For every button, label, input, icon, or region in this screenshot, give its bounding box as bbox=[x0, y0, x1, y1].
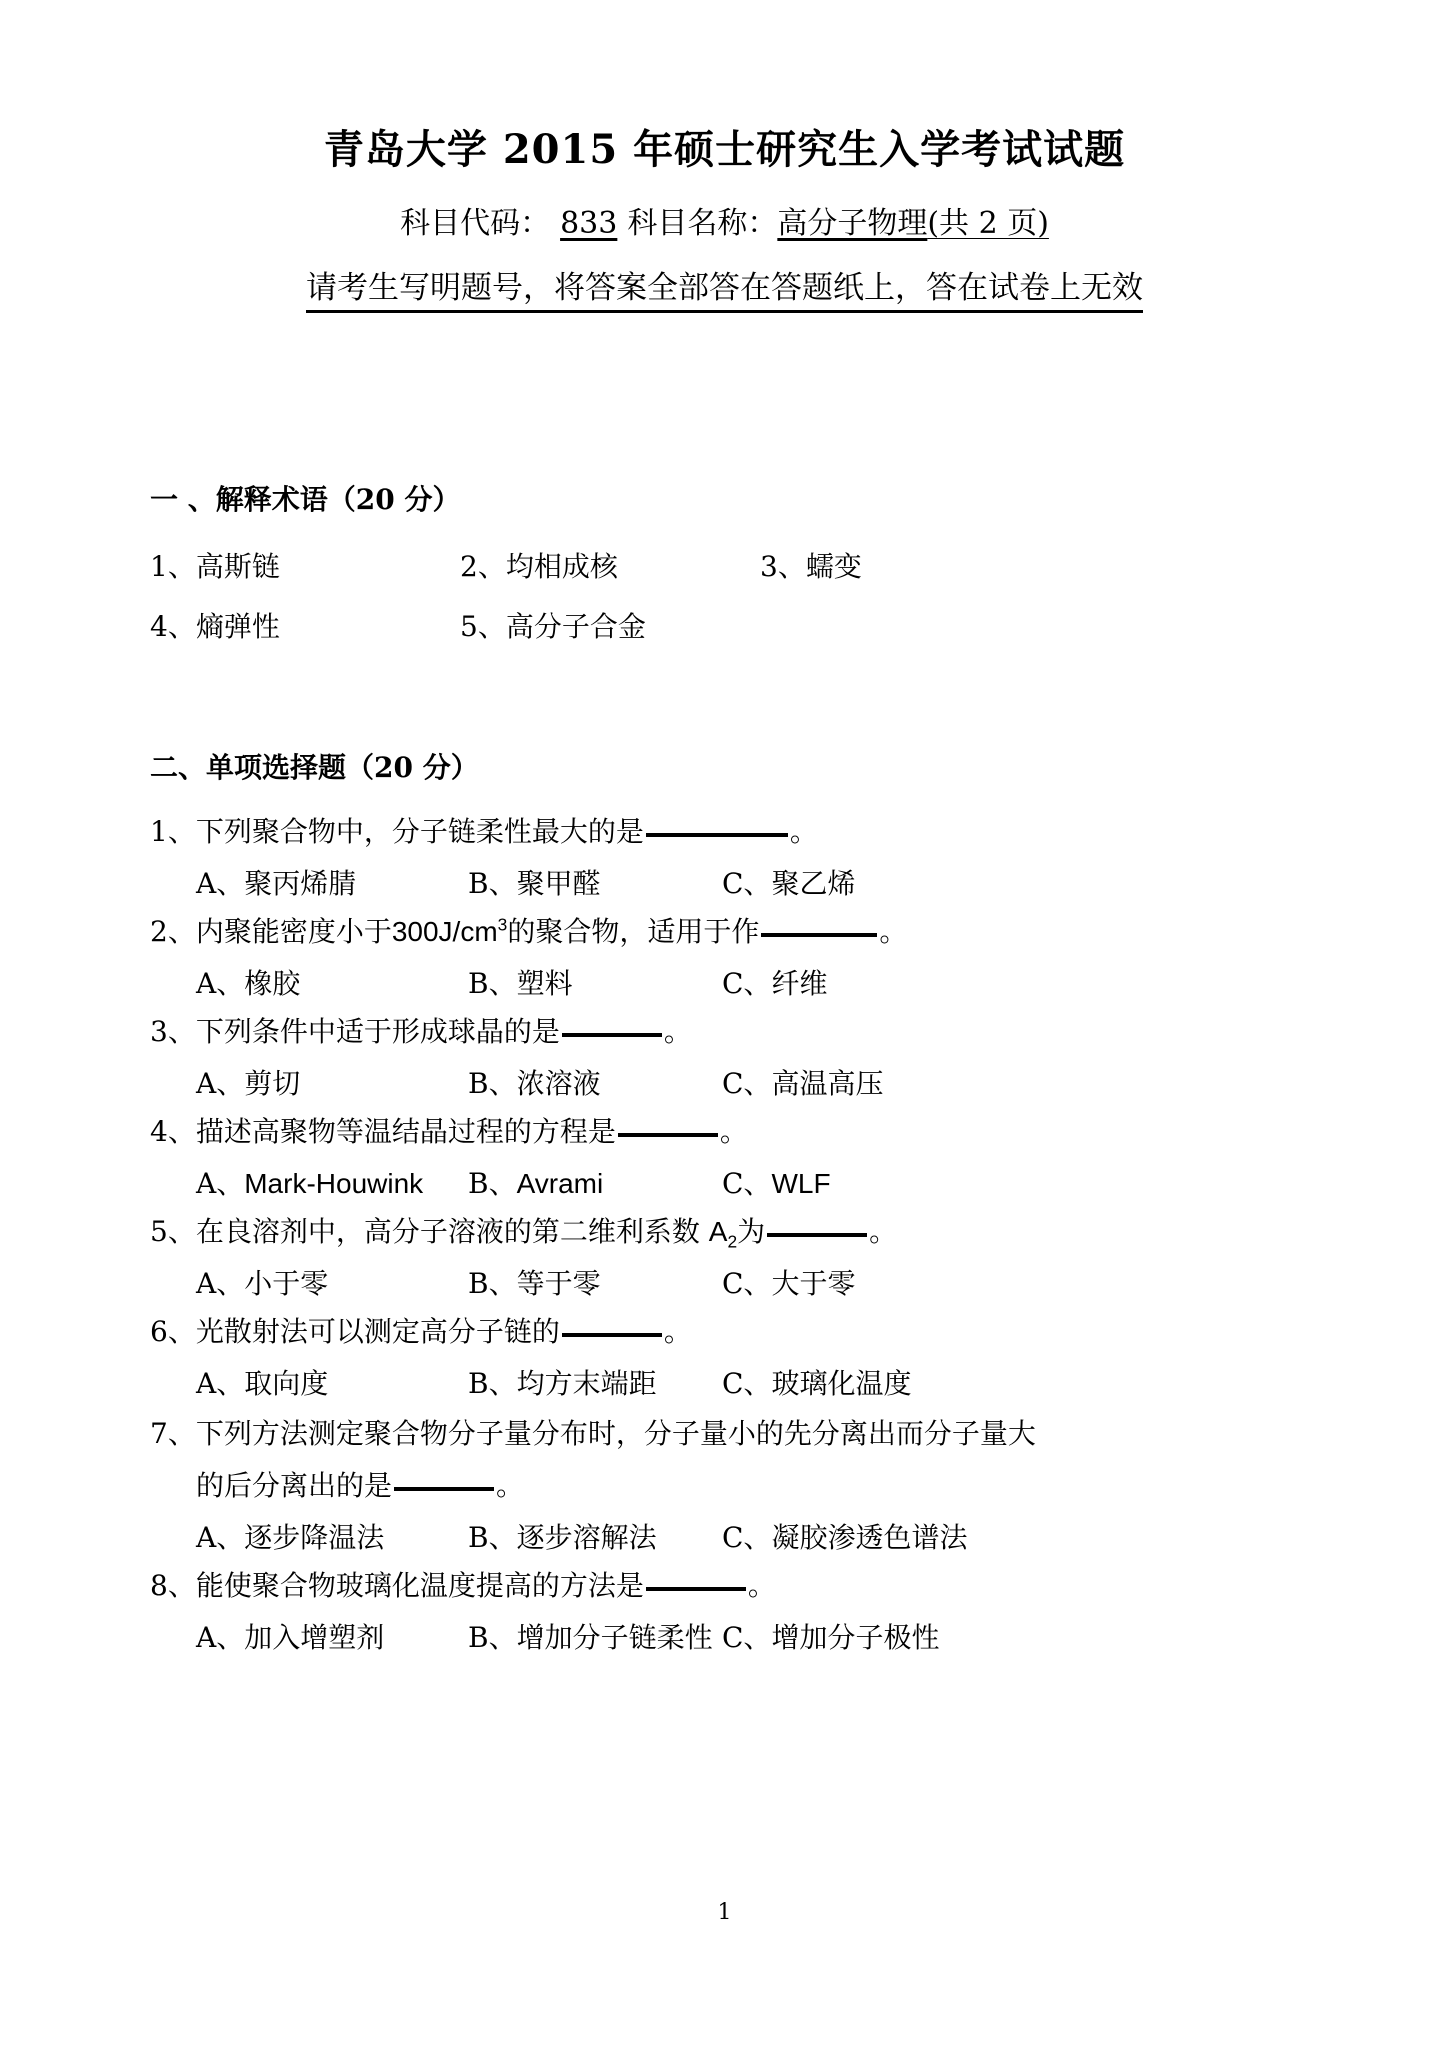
option-a[interactable] bbox=[196, 962, 300, 1002]
question-number: 6、 bbox=[150, 1315, 196, 1348]
option-text: 剪切 bbox=[244, 1067, 301, 1100]
question-period: 。 bbox=[663, 1015, 692, 1048]
question-stem-8 bbox=[150, 1564, 1330, 1604]
option-text: 高温高压 bbox=[771, 1067, 884, 1100]
question-text: 描述高聚物等温结晶过程的方程是 bbox=[195, 1115, 616, 1148]
question-text: 下列条件中适于形成球晶的是 bbox=[195, 1015, 560, 1048]
option-text: 玻璃化温度 bbox=[771, 1367, 912, 1400]
term-number: 4、 bbox=[150, 610, 196, 643]
option-c[interactable] bbox=[722, 1616, 939, 1656]
option-a[interactable] bbox=[196, 862, 356, 902]
option-c[interactable] bbox=[722, 1516, 967, 1556]
term-number: 5、 bbox=[460, 610, 506, 643]
question-text: 光散射法可以测定高分子链的 bbox=[195, 1315, 560, 1348]
cohesive-energy-exponent: 3 bbox=[497, 914, 508, 935]
exam-notice bbox=[0, 262, 1449, 307]
option-label: B、 bbox=[468, 867, 517, 900]
option-label: A、 bbox=[196, 967, 245, 1000]
option-text: 浓溶液 bbox=[516, 1067, 601, 1100]
term-text: 高斯链 bbox=[195, 550, 280, 583]
option-label: C、 bbox=[722, 867, 772, 900]
option-text: 加入增塑剂 bbox=[244, 1621, 385, 1654]
question-stem-2 bbox=[150, 910, 1330, 950]
term-item-4 bbox=[150, 605, 280, 645]
option-b[interactable] bbox=[468, 1616, 713, 1656]
question-period: 。 bbox=[869, 1215, 898, 1248]
option-label: B、 bbox=[468, 967, 517, 1000]
subject-code-label: 科目代码： bbox=[400, 206, 551, 241]
option-text: 逐步降温法 bbox=[244, 1521, 385, 1554]
question-number: 4、 bbox=[150, 1115, 196, 1148]
term-item-2 bbox=[460, 545, 618, 585]
subject-code-value: 833 bbox=[560, 206, 618, 241]
option-a[interactable] bbox=[196, 1362, 328, 1402]
answer-blank[interactable] bbox=[767, 1233, 867, 1237]
option-c[interactable] bbox=[722, 1262, 855, 1302]
option-text: 聚甲醛 bbox=[516, 867, 601, 900]
term-number: 3、 bbox=[760, 550, 806, 583]
option-b[interactable] bbox=[468, 1262, 601, 1302]
option-label: A、 bbox=[196, 867, 245, 900]
question-number: 1、 bbox=[150, 815, 196, 848]
option-c[interactable] bbox=[722, 1062, 883, 1102]
option-label: C、 bbox=[722, 1621, 772, 1654]
option-label: A、 bbox=[196, 1167, 245, 1200]
option-label: A、 bbox=[196, 1067, 245, 1100]
option-label: B、 bbox=[468, 1067, 517, 1100]
option-a[interactable] bbox=[196, 1062, 300, 1102]
option-label: C、 bbox=[722, 1367, 772, 1400]
question-number: 5、 bbox=[150, 1215, 196, 1248]
section-one-heading: 一 、解释术语（20 分） bbox=[150, 483, 461, 516]
option-c[interactable] bbox=[722, 1362, 911, 1402]
option-label: B、 bbox=[468, 1267, 517, 1300]
option-label: A、 bbox=[196, 1267, 245, 1300]
subject-name-value: 高分子物理 bbox=[777, 206, 928, 241]
option-text: 橡胶 bbox=[244, 967, 301, 1000]
term-text: 均相成核 bbox=[505, 550, 618, 583]
question-text: 内聚能密度小于 bbox=[195, 915, 392, 948]
option-text: 逐步溶解法 bbox=[516, 1521, 657, 1554]
option-b[interactable] bbox=[468, 862, 601, 902]
question-period: 。 bbox=[789, 815, 818, 848]
option-label: B、 bbox=[468, 1167, 517, 1200]
option-label: C、 bbox=[722, 1521, 772, 1554]
question-stem-4 bbox=[150, 1110, 1330, 1150]
question-text: 的后分离出的是 bbox=[196, 1469, 393, 1502]
answer-blank[interactable] bbox=[646, 833, 788, 837]
question-stem-5 bbox=[150, 1210, 1330, 1250]
option-text: 纤维 bbox=[771, 967, 828, 1000]
page-title: 青岛大学 2015 年硕士研究生入学考试试题 bbox=[323, 126, 1126, 173]
option-a[interactable] bbox=[196, 1162, 423, 1202]
option-text: 均方末端距 bbox=[516, 1367, 657, 1400]
term-text: 高分子合金 bbox=[505, 610, 646, 643]
cohesive-energy-value: 300J/cm bbox=[391, 916, 498, 947]
option-label: A、 bbox=[196, 1367, 245, 1400]
question-period: 。 bbox=[747, 1569, 776, 1602]
option-text: Avrami bbox=[516, 1168, 604, 1199]
question-period: 。 bbox=[719, 1115, 748, 1148]
answer-blank[interactable] bbox=[618, 1133, 718, 1137]
question-number: 3、 bbox=[150, 1015, 196, 1048]
option-c[interactable] bbox=[722, 862, 855, 902]
option-text: 增加分子极性 bbox=[771, 1621, 940, 1654]
virial-coefficient-subscript: 2 bbox=[727, 1231, 738, 1252]
subject-line bbox=[0, 198, 1449, 242]
option-label: A、 bbox=[196, 1621, 245, 1654]
option-text: 小于零 bbox=[244, 1267, 329, 1300]
question-text: 能使聚合物玻璃化温度提高的方法是 bbox=[195, 1569, 644, 1602]
answer-blank[interactable] bbox=[646, 1587, 746, 1591]
answer-blank[interactable] bbox=[562, 1033, 662, 1037]
question-number: 8、 bbox=[150, 1569, 196, 1602]
option-text: 聚乙烯 bbox=[771, 867, 856, 900]
answer-blank[interactable] bbox=[761, 933, 877, 937]
question-stem-3 bbox=[150, 1010, 1330, 1050]
option-b[interactable] bbox=[468, 1062, 601, 1102]
question-period: 。 bbox=[496, 1469, 525, 1502]
subject-name-label: 科目名称： bbox=[627, 206, 778, 241]
answer-blank[interactable] bbox=[394, 1487, 494, 1491]
page-number: 1 bbox=[717, 1900, 732, 1925]
option-text: 取向度 bbox=[244, 1367, 329, 1400]
option-b[interactable] bbox=[468, 962, 573, 1002]
section-two-heading: 二、单项选择题（20 分） bbox=[150, 751, 479, 784]
option-label: B、 bbox=[468, 1367, 517, 1400]
question-text-mid: 为 bbox=[737, 1215, 766, 1248]
question-text: 在良溶剂中，高分子溶液的第二维利系数 bbox=[195, 1215, 700, 1248]
question-stem-7-line2 bbox=[196, 1464, 1376, 1504]
question-number: 2、 bbox=[150, 915, 196, 948]
question-text: 下列方法测定聚合物分子量分布时，分子量小的先分离出而分子量大 bbox=[195, 1417, 1036, 1450]
option-label: A、 bbox=[196, 1521, 245, 1554]
option-label: B、 bbox=[468, 1521, 517, 1554]
exam-notice-text: 请考生写明题号，将答案全部答在答题纸上，答在试卷上无效 bbox=[306, 270, 1143, 313]
answer-blank[interactable] bbox=[562, 1333, 662, 1337]
option-label: C、 bbox=[722, 1267, 772, 1300]
term-item-3 bbox=[760, 545, 862, 585]
question-stem-7-line1 bbox=[150, 1412, 1330, 1452]
question-stem-6 bbox=[150, 1310, 1330, 1350]
option-b[interactable] bbox=[468, 1362, 657, 1402]
option-b[interactable] bbox=[468, 1162, 603, 1202]
virial-coefficient-symbol: A bbox=[708, 1216, 728, 1247]
option-text: 凝胶渗透色谱法 bbox=[771, 1521, 968, 1554]
option-label: C、 bbox=[722, 967, 772, 1000]
term-item-1 bbox=[150, 545, 280, 585]
option-a[interactable] bbox=[196, 1616, 384, 1656]
question-text: 下列聚合物中，分子链柔性最大的是 bbox=[195, 815, 644, 848]
option-a[interactable] bbox=[196, 1262, 328, 1302]
option-c[interactable] bbox=[722, 962, 827, 1002]
option-label: C、 bbox=[722, 1067, 772, 1100]
question-number: 7、 bbox=[150, 1417, 196, 1450]
term-number: 1、 bbox=[150, 550, 196, 583]
term-item-5 bbox=[460, 605, 646, 645]
option-text: 塑料 bbox=[516, 967, 573, 1000]
option-c[interactable] bbox=[722, 1162, 831, 1202]
option-label: B、 bbox=[468, 1621, 517, 1654]
term-text: 蠕变 bbox=[805, 550, 862, 583]
term-number: 2、 bbox=[460, 550, 506, 583]
page-count-note: (共 2 页) bbox=[927, 206, 1049, 241]
option-text: 等于零 bbox=[516, 1267, 601, 1300]
question-period: 。 bbox=[879, 915, 908, 948]
question-stem-1 bbox=[150, 810, 1330, 850]
option-text: WLF bbox=[771, 1168, 831, 1199]
option-a[interactable] bbox=[196, 1516, 384, 1556]
option-b[interactable] bbox=[468, 1516, 657, 1556]
question-period: 。 bbox=[663, 1315, 692, 1348]
option-label: C、 bbox=[722, 1167, 772, 1200]
question-text-mid: 的聚合物，适用于作 bbox=[507, 915, 760, 948]
option-text: Mark-Houwink bbox=[244, 1168, 424, 1199]
term-text: 熵弹性 bbox=[195, 610, 280, 643]
option-text: 聚丙烯腈 bbox=[244, 867, 357, 900]
option-text: 增加分子链柔性 bbox=[516, 1621, 713, 1654]
option-text: 大于零 bbox=[771, 1267, 856, 1300]
